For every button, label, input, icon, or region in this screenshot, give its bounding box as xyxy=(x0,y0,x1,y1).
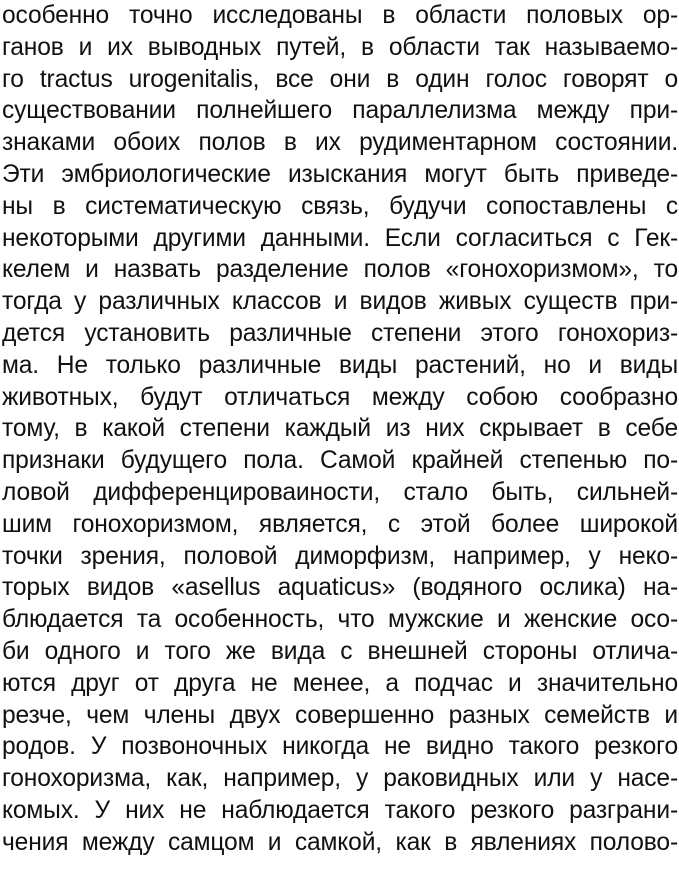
text-line: шим гонохоризмом, является, с этой более широкой xyxy=(2,510,678,538)
text-line: ны в систематическую связь, будучи сопоставлены с xyxy=(2,192,678,220)
text-line: ловой дифференцироваиности, стало быть, сильней- xyxy=(2,478,678,506)
text-line: родов. У позвоночных никогда не видно такого резкого xyxy=(2,733,678,761)
body-text xyxy=(2,0,678,859)
text-line: особенно точно исследованы в области половых ор- xyxy=(2,2,678,29)
text-line: чения между самцом и самкой, как в явлениях полово- xyxy=(2,828,678,856)
text-line: го tractus urogenitalis, все они в один голос говорят о xyxy=(2,65,678,93)
text-line: келем и назвать разделение полов «гонохоризмом», то xyxy=(2,256,678,284)
text-line: тогда у различных классов и видов живых существ при- xyxy=(2,288,678,316)
text-line: торых видов «asellus aquaticus» (водяного ослика) на- xyxy=(2,574,678,602)
text-line: некоторыми другими данными. Если согласиться с Гек- xyxy=(2,224,678,252)
text-line: существовании полнейшего параллелизма между при- xyxy=(2,97,678,125)
text-line: ганов и их выводных путей, в области так называемо- xyxy=(2,33,678,61)
text-line: гонохоризма, как, например, у раковидных или у насе- xyxy=(2,765,678,793)
text-line: дется установить различные степени этого гонохориз- xyxy=(2,319,678,347)
text-line: животных, будут отличаться между собою сообразно xyxy=(2,383,678,411)
text-line: блюдается та особенность, что мужские и женские осо- xyxy=(2,606,678,634)
text-line: тому, в какой степени каждый из них скрывает в себе xyxy=(2,415,678,443)
text-line: ются друг от друга не менее, а подчас и значительно xyxy=(2,669,678,697)
text-line: ма. Не только различные виды растений, но и виды xyxy=(2,351,678,379)
text-line: резче, чем члены двух совершенно разных семейств и xyxy=(2,701,678,729)
text-line: знаками обоих полов в их рудиментарном состоянии. xyxy=(2,129,678,157)
text-line: би одного и того же вида с внешней стороны отлича- xyxy=(2,637,678,665)
text-line: признаки будущего пола. Самой крайней степенью по- xyxy=(2,447,678,475)
text-line: точки зрения, половой диморфизм, например, у неко- xyxy=(2,542,678,570)
text-line: Эти эмбриологические изыскания могут быть приведе- xyxy=(2,160,678,188)
text-line: комых. У них не наблюдается такого резкого разграни- xyxy=(2,796,678,824)
